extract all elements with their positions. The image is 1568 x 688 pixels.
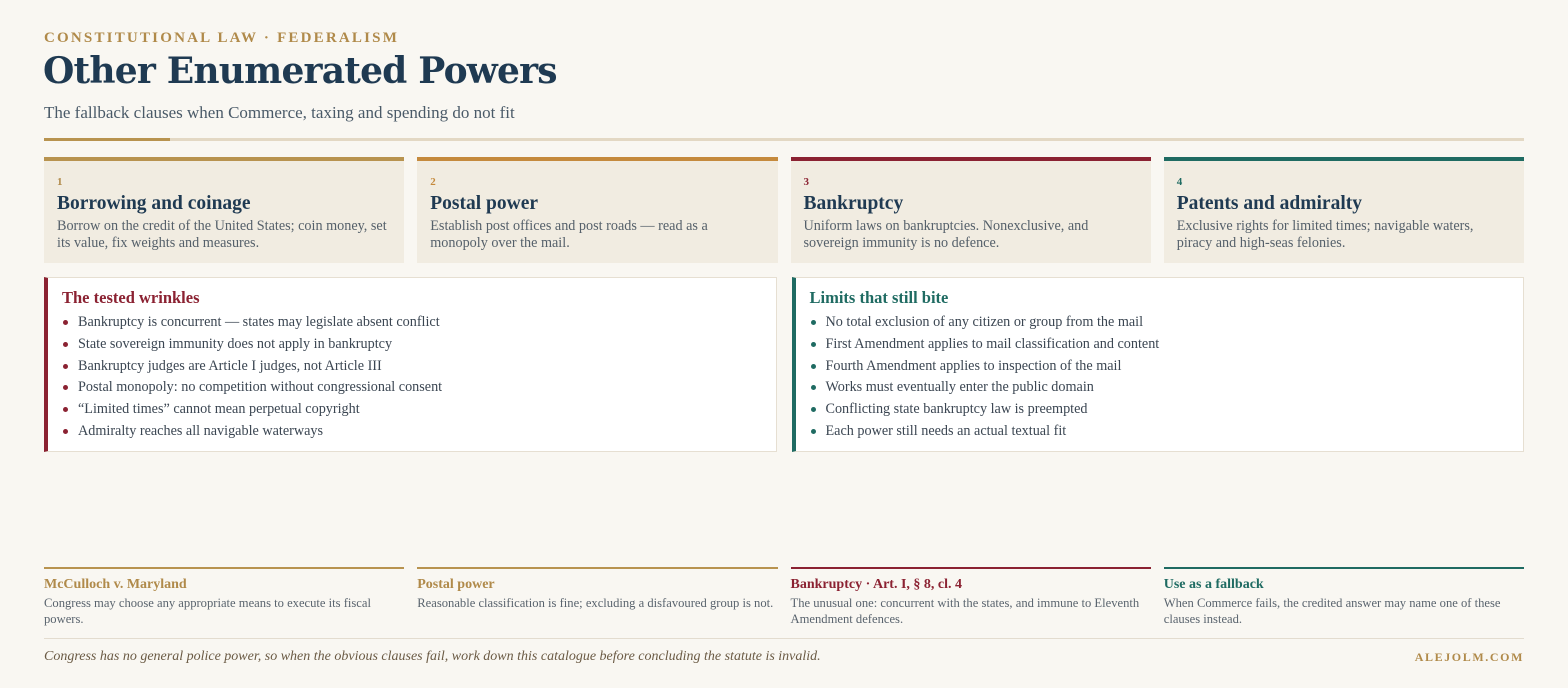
bullet-icon	[63, 407, 68, 412]
footnote-title: Use as a fallback	[1163, 577, 1264, 592]
card-title: Bankruptcy	[803, 193, 904, 214]
power-card	[417, 157, 777, 263]
footer-divider	[44, 638, 1524, 639]
list-item	[62, 312, 762, 334]
list-item-text: No total exclusion of any citizen or group from the mail	[825, 314, 1144, 330]
list-item-text: Postal monopoly: no competition without congressional consent	[78, 379, 443, 396]
list-item	[810, 421, 1510, 443]
footnote	[1164, 567, 1524, 627]
site-brand[interactable]: ALEJOLM.COM	[1414, 650, 1524, 664]
panel-title: Limits that still bite	[809, 288, 949, 307]
card-description: Uniform laws on bankruptcies. Nonexclusive, and sovereign immunity is no defence.	[803, 218, 1089, 251]
bullet-icon	[63, 429, 68, 434]
bullet-icon	[811, 364, 816, 369]
closing-note: Congress has no general police power, so when the obvious clauses fail, work down this catalogue before concluding the statute is invalid.	[44, 649, 821, 664]
power-card	[1164, 157, 1524, 263]
detail-panels	[44, 277, 1524, 452]
header-divider	[44, 138, 1524, 141]
list-item-text: “Limited times” cannot mean perpetual copyright	[78, 401, 360, 418]
panel-title: The tested wrinkles	[62, 288, 200, 307]
list-item-text: Fourth Amendment applies to inspection of the mail	[825, 357, 1122, 374]
list-item-text: Bankruptcy judges are Article I judges, not Article III	[78, 357, 382, 374]
list-item-text: Admiralty reaches all navigable waterways	[78, 422, 324, 439]
list-item	[810, 312, 1510, 334]
list-item	[810, 377, 1510, 399]
card-number: 4	[1176, 176, 1183, 188]
list-item	[62, 356, 762, 378]
card-number: 2	[430, 176, 436, 188]
page-title: Other Enumerated Powers	[43, 50, 557, 92]
footnote-title: Bankruptcy · Art. I, § 8, cl. 4	[790, 577, 963, 592]
list-item	[810, 356, 1510, 378]
card-description: Borrow on the credit of the United States; coin money, set its value, fix weights and measures.	[57, 218, 387, 251]
wrinkles-list	[62, 312, 762, 443]
bullet-icon	[811, 407, 816, 412]
card-number: 3	[803, 176, 809, 188]
limits-list	[810, 312, 1510, 443]
footnote	[417, 567, 777, 627]
bullet-icon	[811, 385, 816, 390]
bullet-icon	[811, 320, 816, 325]
bullet-icon	[63, 320, 68, 325]
list-item	[62, 421, 762, 443]
footnote-title: Postal power	[417, 577, 495, 592]
list-item	[62, 399, 762, 421]
bullet-icon	[63, 364, 68, 369]
footnote-text: Congress may choose any appropriate means to execute its fiscal powers.	[44, 596, 371, 626]
footnote-text: The unusual one: concurrent with the states, and immune to Eleventh Amendment defences.	[790, 596, 1140, 626]
tested-wrinkles-panel	[44, 277, 777, 452]
list-item-text: Conflicting state bankruptcy law is preempted	[825, 401, 1088, 418]
page-subtitle: The fallback clauses when Commerce, taxing and spending do not fit	[44, 103, 515, 122]
footnote	[44, 567, 404, 627]
card-title: Borrowing and coinage	[57, 193, 251, 214]
card-title: Patents and admiralty	[1176, 193, 1362, 214]
card-title: Postal power	[430, 193, 539, 214]
card-number: 1	[57, 176, 63, 188]
bullet-icon	[63, 385, 68, 390]
limits-panel	[792, 277, 1525, 452]
footnote	[791, 567, 1151, 627]
list-item-text: Bankruptcy is concurrent — states may legislate absent conflict	[78, 314, 440, 330]
list-item-text: State sovereign immunity does not apply in bankruptcy	[78, 335, 393, 352]
list-item	[810, 399, 1510, 421]
list-item	[62, 377, 762, 399]
list-item	[810, 334, 1510, 356]
bullet-icon	[63, 342, 68, 347]
header-divider-accent	[44, 138, 170, 141]
footnotes	[44, 567, 1524, 627]
list-item-text: Works must eventually enter the public domain	[825, 379, 1094, 396]
power-card	[791, 157, 1151, 263]
footnote-text: Reasonable classification is fine; excluding a disfavoured group is not.	[417, 596, 774, 610]
card-description: Establish post offices and post roads — read as a monopoly over the mail.	[430, 218, 708, 251]
power-card	[44, 157, 404, 263]
eyebrow: CONSTITUTIONAL LAW · FEDERALISM	[44, 30, 400, 46]
bullet-icon	[811, 429, 816, 434]
list-item	[62, 334, 762, 356]
bullet-icon	[811, 342, 816, 347]
power-cards	[44, 157, 1524, 263]
footnote-title: McCulloch v. Maryland	[44, 577, 187, 592]
card-description: Exclusive rights for limited times; navigable waters, piracy and high-seas felonies.	[1176, 218, 1474, 251]
list-item-text: Each power still needs an actual textual fit	[825, 422, 1067, 439]
list-item-text: First Amendment applies to mail classification and content	[825, 335, 1160, 352]
footnote-text: When Commerce fails, the credited answer may name one of these clauses instead.	[1163, 596, 1501, 626]
